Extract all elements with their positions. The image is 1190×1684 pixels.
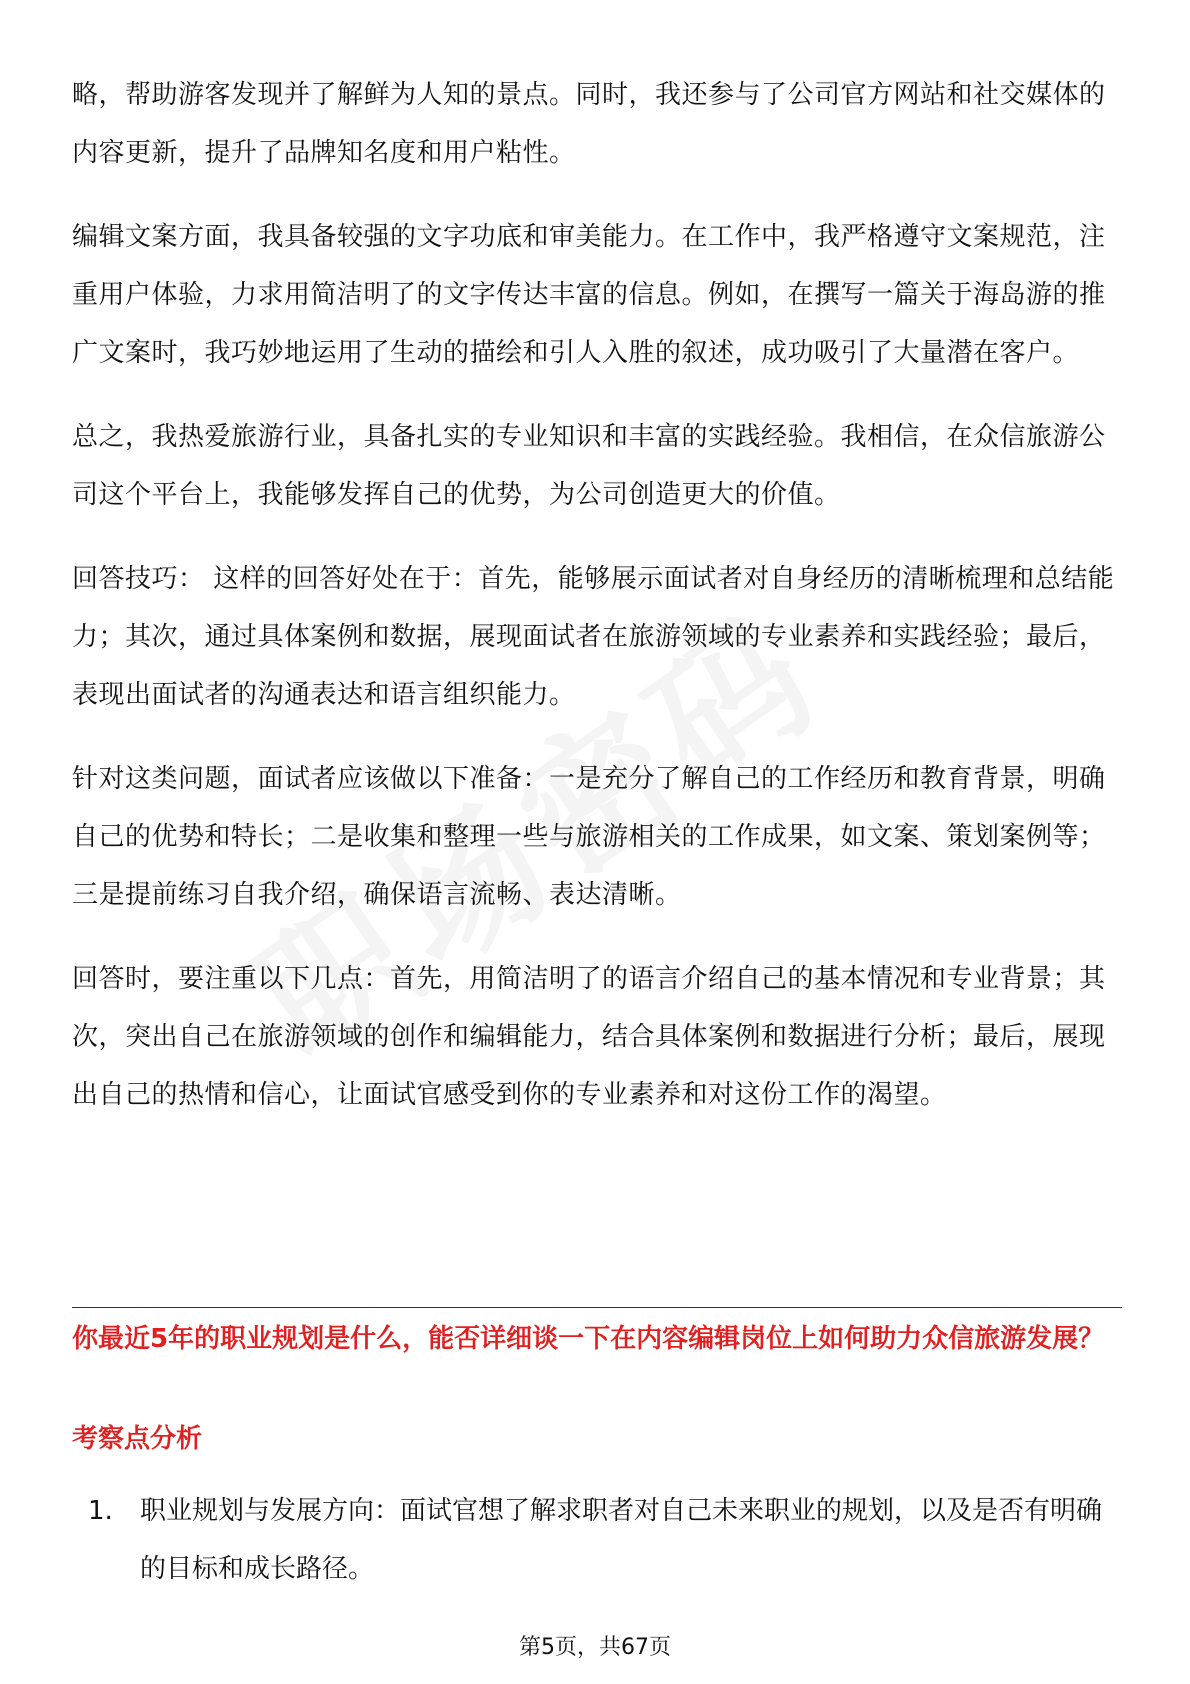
list-item-number: 1. bbox=[88, 1496, 113, 1526]
paragraph: 总之，我热爱旅游行业，具备扎实的专业知识和丰富的实践经验。我相信，在众信旅游公司这个平台上，我能够发挥自己的优势，为公司创造更大的价值。 bbox=[72, 422, 1106, 510]
paragraph: 略，帮助游客发现并了解鲜为人知的景点。同时，我还参与了公司官方网站和社交媒体的内容更新，提升了品牌知名度和用户粘性。 bbox=[72, 80, 1106, 168]
section-divider bbox=[72, 1307, 1122, 1308]
body-content bbox=[72, 66, 1122, 1150]
paragraph: 回答时，要注重以下几点：首先，用简洁明了的语言介绍自己的基本情况和专业背景；其次，突出自己在旅游领域的创作和编辑能力，结合具体案例和数据进行分析；最后，展现出自己的热情和信心，让面试官感受到你的专业素养和对这份工作的渴望。 bbox=[72, 964, 1106, 1110]
analysis-list bbox=[72, 1482, 1122, 1598]
paragraph: 编辑文案方面，我具备较强的文字功底和审美能力。在工作中，我严格遵守文案规范，注重用户体验，力求用简洁明了的文字传达丰富的信息。例如，在撰写一篇关于海岛游的推广文案时，我巧妙地运用了生动的描绘和引人入胜的叙述，成功吸引了大量潜在客户。 bbox=[72, 222, 1106, 368]
list-item-text: 职业规划与发展方向：面试官想了解求职者对自己未来职业的规划，以及是否有明确的目标和成长路径。 bbox=[140, 1496, 1103, 1584]
page-number: 第5页，共67页 bbox=[519, 1635, 671, 1660]
list-item bbox=[72, 1482, 1122, 1598]
paragraph: 针对这类问题，面试者应该做以下准备：一是充分了解自己的工作经历和教育背景，明确自己的优势和特长；二是收集和整理一些与旅游相关的工作成果，如文案、策划案例等；三是提前练习自我介绍，确保语言流畅、表达清晰。 bbox=[72, 764, 1106, 910]
analysis-heading: 考察点分析 bbox=[72, 1424, 203, 1454]
question-heading: 你最近5年的职业规划是什么，能否详细谈一下在内容编辑岗位上如何助力众信旅游发展？ bbox=[72, 1324, 1105, 1354]
paragraph: 回答技巧： 这样的回答好处在于：首先，能够展示面试者对自身经历的清晰梳理和总结能力；其次，通过具体案例和数据，展现面试者在旅游领域的专业素养和实践经验；最后，表现出面试者的沟通表达和语言组织能力。 bbox=[72, 564, 1115, 710]
